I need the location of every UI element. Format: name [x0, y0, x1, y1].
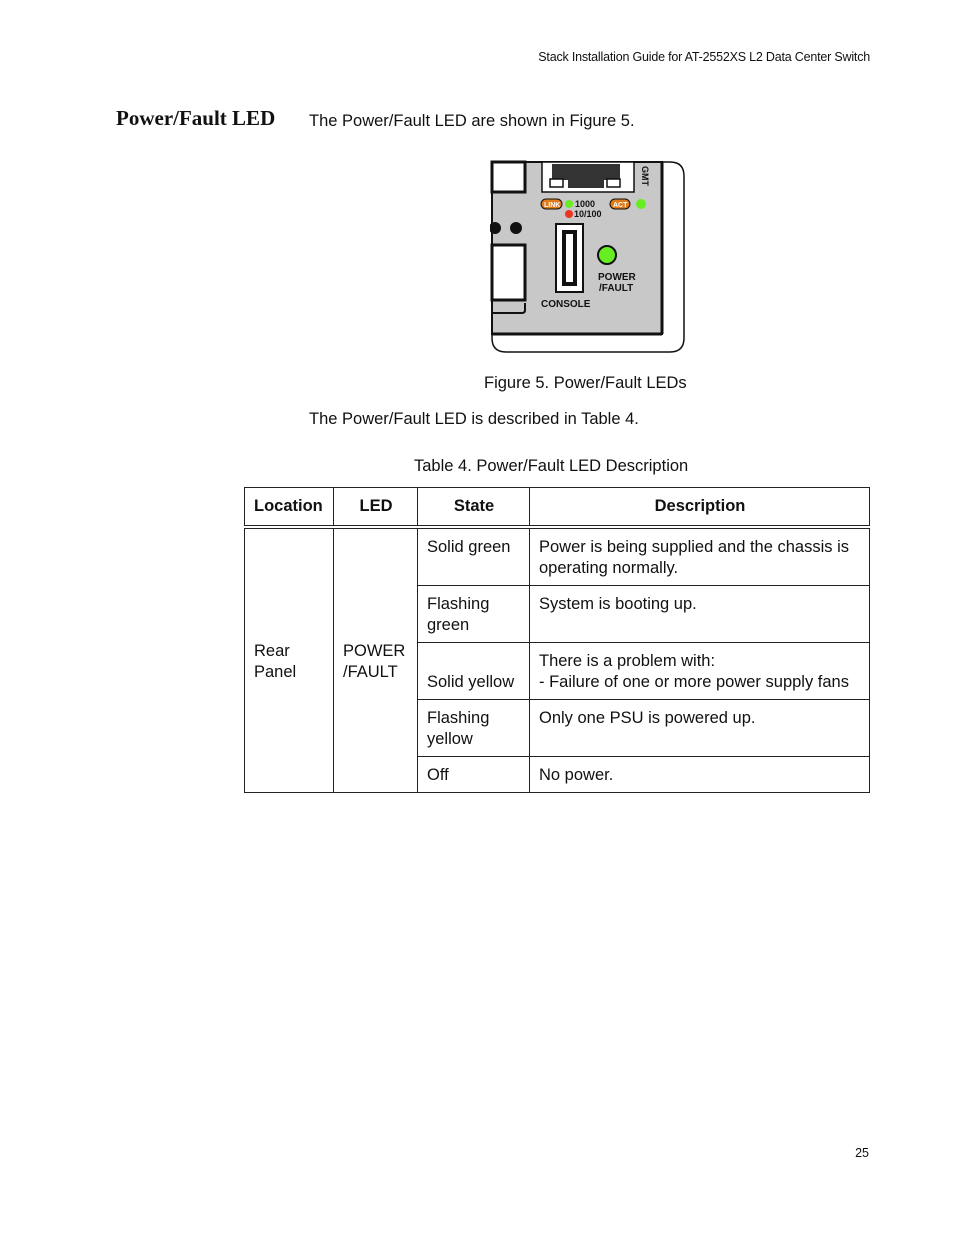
- link-label: LINK: [544, 202, 561, 209]
- table-header-row: [245, 488, 870, 528]
- description-text: There is a problem with: - Failure of one or more power supply fans: [539, 652, 849, 691]
- speed-1000-label: 1000: [575, 199, 596, 209]
- power-fault-led-icon: [598, 246, 616, 264]
- state-cell: Solid yellow: [418, 643, 530, 700]
- power-label: POWER: [598, 272, 636, 283]
- state-cell: Solid green: [418, 527, 530, 586]
- led-text: POWER /FAULT: [343, 641, 406, 681]
- state-cell: Flashing green: [418, 586, 530, 643]
- act-led-icon: [636, 199, 646, 209]
- console-label: CONSOLE: [541, 299, 591, 310]
- led-description-table: [244, 487, 870, 793]
- state-cell: Flashing yellow: [418, 700, 530, 757]
- description-cell: Power is being supplied and the chassis is operating normally.: [530, 527, 870, 586]
- rear-panel-illustration: [490, 158, 688, 356]
- led-cell: [334, 527, 418, 793]
- screw-icon: [510, 222, 522, 234]
- location-text: Rear Panel: [254, 641, 297, 681]
- description-cell: Only one PSU is powered up.: [530, 700, 870, 757]
- intro-paragraph: The Power/Fault LED are shown in Figure 5.: [309, 112, 635, 130]
- speed-10-100-label: 10/100: [574, 209, 602, 219]
- description-cell: No power.: [530, 757, 870, 793]
- power-fault-figure: [490, 158, 688, 356]
- page-number: 25: [855, 1146, 869, 1160]
- port-top-left: [492, 162, 525, 192]
- header-led: LED: [334, 488, 418, 528]
- figure-caption: Figure 5. Power/Fault LEDs: [484, 374, 687, 392]
- header-state: State: [418, 488, 530, 528]
- running-header: Stack Installation Guide for AT-2552XS L2 Data Center Switch: [538, 50, 870, 64]
- link-led-green-icon: [565, 200, 573, 208]
- description-cell: [530, 643, 870, 700]
- header-location: Location: [245, 488, 334, 528]
- section-heading: Power/Fault LED: [116, 106, 276, 130]
- table-reference-paragraph: The Power/Fault LED is described in Table 4.: [309, 410, 639, 428]
- location-cell: [245, 527, 334, 793]
- header-description: Description: [530, 488, 870, 528]
- table-caption: Table 4. Power/Fault LED Description: [414, 457, 689, 475]
- port-left: [492, 245, 525, 300]
- description-cell: System is booting up.: [530, 586, 870, 643]
- fault-label: /FAULT: [599, 283, 634, 294]
- link-led-red-icon: [565, 210, 573, 218]
- act-label: ACT: [613, 202, 628, 209]
- table-row: [245, 527, 870, 586]
- state-cell: Off: [418, 757, 530, 793]
- port-label: GMT: [640, 166, 650, 186]
